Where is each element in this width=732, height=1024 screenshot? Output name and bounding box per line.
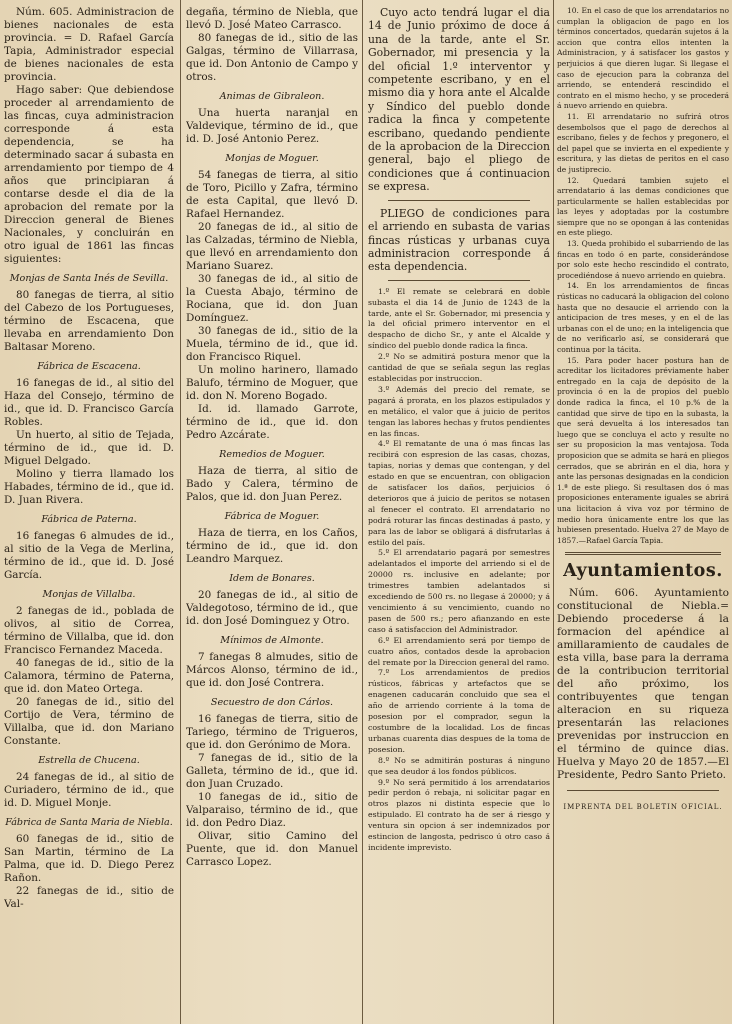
notice-606: Núm. 606. Ayuntamiento constitucional de Niebla.= Debiendo procederse á la formacion del apéndice al amillaramiento de caudales de esta villa, base para la derrama de la contribucion territorial del año próximo, los contribuyentes que tengan alteracion en su riqueza presentarán las relaciones prevenidas por instruccion en el término de quince dias. Huelva y Mayo 20 de 1857.—El Presidente, Pedro Santo Prieto. bbox=[557, 587, 729, 782]
property-item: 2 fanegas de id., poblada de olivos, al sitio de Correa, término de Villalba, que id. don Francisco Fernandez Maceda. bbox=[4, 605, 174, 656]
property-item: Molino y tierra llamado los Habades, término de id., que id. D. Juan Rivera. bbox=[4, 468, 174, 506]
condition-item: 14. En los arrendamientos de fincas rústicas no caducará la obligacion del colono hasta que no desaucie el arriendo con la anticipacion de tres meses, y en el de las urbanas con el de uno; en la inteligencia que de no verificarlo así, se considerará que continua por la tácita. bbox=[557, 281, 729, 354]
condition-item: 8.º No se admitirán posturas á ninguno que sea deudor á los fondos públicos. bbox=[368, 755, 550, 776]
property-item: 16 fanegas 6 almudes de id., al sitio de la Vega de Merlina, término de id., que id. D. José García. bbox=[4, 530, 174, 581]
condition-item: 10. En el caso de que los arrendatarios no cumplan la obligacion de pago en los términos concertados, quedarán sujetos á la accion que contra ellos intenten la Administracion, y á satisfacer los gastos y perjuicios á que dieren lugar. Si llegase el caso de ejecucion para la cobranza del arriendo, se entenderá rescindido el contrato en el mismo hecho, y se procederá á nuevo arriendo en quiebra. bbox=[557, 6, 729, 111]
column-2 bbox=[186, 6, 358, 1024]
printer-imprint: IMPRENTA DEL BOLETIN OFICIAL. bbox=[563, 803, 723, 812]
section-heading: Monjas de Moguer. bbox=[225, 153, 319, 164]
property-item: Olivar, sitio Camino del Puente, que id. don Manuel Carrasco Lopez. bbox=[186, 830, 358, 868]
property-item: 10 fanegas de id., sitio de Valparaiso, término de id., que id. don Pedro Diaz. bbox=[186, 791, 358, 829]
property-item: 24 fanegas de id., al sitio de Curiadero, término de id., que id. D. Miguel Monje. bbox=[4, 771, 174, 809]
section-heading: Secuestro de don Cárlos. bbox=[210, 697, 334, 708]
divider bbox=[565, 552, 721, 555]
property-item: 20 fanegas de id., al sitio de las Calzadas, término de Niebla, que llevó en arrendamiento don Mariano Suarez. bbox=[186, 221, 358, 272]
divider bbox=[388, 200, 530, 201]
property-item: Un huerto, al sitio de Tejada, término de id., que id. D. Miguel Delgado. bbox=[4, 429, 174, 467]
condition-item: 1.º El remate se celebrará en doble subasta el dia 14 de Junio de 1243 de la tarde, ante el Sr. Gobernador, mi presencia y la del oficial primero interventor en el despacho de dicho Sr., y ante el Alcalde y síndico del pueblo donde radica la finca. bbox=[368, 286, 550, 351]
column-3 bbox=[368, 6, 550, 1024]
section-heading: Fábrica de Escacena. bbox=[37, 361, 141, 372]
condition-item: 15. Para poder hacer postura han de acreditar los licitadores préviamente haber entregado en la caja de depósito de la provincia ó en la de propios del pueblo donde radica la finca, el 10 p.% de la cantidad que sirve de tipo en la subasta, la que será devuelta á los interesados tan luego que se concluya el acto y resulte no ser su proposicion la mas ventajosa. Toda proposicion que se admita se hará en pliegos cerrados, que se abrirán en el dia, hora y ante las personas designadas en la condicion 1.ª de este pliego. Si resultasen dos ó mas proposiciones enteramente iguales se abrirá una licitacion á viva voz por término de medio hora únicamente entre los que las hubiesen presentado. Huelva 27 de Mayo de 1857.—Rafael García Tapia. bbox=[557, 355, 729, 545]
section-heading: Fábrica de Santa Maria de Niebla. bbox=[5, 817, 173, 828]
divider bbox=[567, 790, 719, 791]
property-item: Un molino harinero, llamado Balufo, término de Moguer, que id. don N. Moreno Bogado. bbox=[186, 364, 358, 402]
section-heading: Fábrica de Moguer. bbox=[224, 511, 320, 522]
property-item: 30 fanegas de id., al sitio de la Cuesta Abajo, término de Rociana, que id. don Juan Domínguez. bbox=[186, 273, 358, 324]
announcement-paragraph: Hago saber: Que debiendose proceder al arrendamiento de las fincas, cuya administracion corresponde á esta dependencia, se ha determinado sacar á subasta en arrendamiento por tiempo de 4 años que principiaran á contarse desde el dia de la aprobacion del remate por la Direccion general de Bienes Nacionales, y concluirán en otro igual de 1861 las fincas siguientes: bbox=[4, 84, 174, 265]
condition-item: 5.º El arrendatario pagará por semestres adelantados el importe del arriendo si el de 20000 rs. inclusive en adelante; por trimestres tambien adelantados si excediendo de 500 rs. no llegase á 20000; y á vencimiento á su vencimiento, cuando no pasen de 500 rs.; pero afianzando en este caso á satisfaccion del Administrador. bbox=[368, 548, 550, 634]
notice-605-header: Núm. 605. Administracion de bienes nacionales de esta provincia. = D. Rafael García Tapia, Administrador especial de bienes nacionales de esta provincia. bbox=[4, 6, 174, 83]
property-item: 16 fanegas de id., al sitio del Haza del Consejo, término de id., que id. D. Francisco García Robles. bbox=[4, 377, 174, 428]
property-item: 22 fanegas de id., sitio de Val- bbox=[4, 885, 174, 910]
property-item: 7 fanegas de id., sitio de la Galleta, término de id., que id. don Juan Cruzado. bbox=[186, 752, 358, 790]
property-item: 54 fanegas de tierra, al sitio de Toro, Picillo y Zafra, término de esta Capital, que llevó D. Rafael Hernandez. bbox=[186, 169, 358, 220]
column-rule bbox=[553, 0, 554, 1024]
condition-item: 11. El arrendatario no sufrirá otros desembolsos que el pago de derechos al escribano, fieles y de fechos y pregonero, el del papel que se invierta en el expediente y escritura, y las dietas de peritos en el caso de justiprecio. bbox=[557, 111, 729, 174]
condition-item: 3.º Además del precio del remate, se pagará á prorata, en los plazos estipulados y en metálico, el valor que á juicio de peritos tengan las labores hechas y frutos pendientes en las fincas. bbox=[368, 384, 550, 438]
section-heading: Estrella de Chucena. bbox=[38, 755, 140, 766]
condition-item: 13. Queda prohibido el subarriendo de las fincas en todo ó en parte, considerándose por solo este hecho rescindido el contrato, procediéndose á nuevo arriendo en quiebra. bbox=[557, 239, 729, 280]
column-4 bbox=[557, 6, 729, 1024]
property-item: 80 fanegas de id., sitio de las Galgas, término de Villarrasa, que id. Don Antonio de Campo y otros. bbox=[186, 32, 358, 83]
section-heading: Mínimos de Almonte. bbox=[220, 635, 324, 646]
section-heading: Animas de Gibraleon. bbox=[219, 91, 325, 102]
column-rule bbox=[362, 0, 363, 1024]
column-1 bbox=[4, 6, 174, 1024]
condition-item: 2.º No se admitirá postura menor que la cantidad de que se señala segun las reglas establecidas por instruccion. bbox=[368, 352, 550, 383]
column-rule bbox=[180, 0, 181, 1024]
property-item: degaña, término de Niebla, que llevó D. José Mateo Carrasco. bbox=[186, 6, 358, 31]
property-item: 60 fanegas de id., sitio de San Martin, término de La Palma, que id. D. Diego Perez Rañon. bbox=[4, 833, 174, 884]
section-heading: Monjas de Villalba. bbox=[42, 589, 136, 600]
divider bbox=[388, 280, 530, 281]
condition-item: 7.º Los arrendamientos de predios rústicos, fábricas y artefactos que se enagenen caducarán concluido que sea el año de arriendo corriente á la toma de posesion por el comprador, segun la costumbre de la localidad. Los de fincas urbanas cuarenta dias despues de la toma de posesion. bbox=[368, 668, 550, 754]
property-item: Id. id. llamado Garrote, término de id., que id. don Pedro Azcárate. bbox=[186, 403, 358, 441]
condition-item: 9.º No será permitido á los arrendatarios pedir perdon ó rebaja, ni solicitar pagar en otros plazos ni distinta especie que lo estipulado. El contrato ha de ser á riesgo y ventura sin opcion á ser indemnizados por estincion de langosta, pedrisco ú otro caso á incidente imprevisto. bbox=[368, 777, 550, 852]
property-item: 16 fanegas de tierra, sitio de Tariego, término de Trigueros, que id. don Gerónimo de Mora. bbox=[186, 713, 358, 751]
property-item: Una huerta naranjal en Valdevique, término de id., que id. D. José Antonio Perez. bbox=[186, 107, 358, 145]
property-item: 40 fanegas de id., sitio de la Calamora, término de Paterna, que id. don Mateo Ortega. bbox=[4, 657, 174, 695]
condition-item: 12. Quedará tambien sujeto el arrendatario á las demas condiciones que particularmente se hallen establecidas por las leyes y adoptadas por la costumbre siempre que no se opongan á las contenidas en este pliego. bbox=[557, 175, 729, 238]
pliego-title: PLIEGO de condiciones para el arriendo en subasta de varias fincas rústicas y urbanas cuya administracion corresponde á esta dependencia. bbox=[368, 206, 550, 274]
property-item: Haza de tierra, al sitio de Bado y Calera, término de Palos, que id. don Juan Perez. bbox=[186, 465, 358, 503]
section-heading: Remedios de Moguer. bbox=[219, 449, 325, 460]
property-item: 7 fanegas 8 almudes, sitio de Márcos Alonso, término de id., que id. don José Contrera. bbox=[186, 651, 358, 689]
condition-item: 4.º El rematante de una ó mas fincas las recibirá con espresion de las casas, chozas, tapias, norias y demas que contengan, y del estado en que se encuentran, con obligacion de satisfacer los daños, perjuicios ó deterioros que á juicio de peritos se notasen al fenecer el contrato. El arrendatario no podrá roturar las fincas destinadas á pasto, y para las de labor se obligará á disfrutarlas á estilo del país. bbox=[368, 439, 550, 547]
property-item: 30 fanegas de id., sitio de la Muela, término de id., que id. don Francisco Riquel. bbox=[186, 325, 358, 363]
section-heading: Idem de Bonares. bbox=[229, 573, 315, 584]
property-item: 80 fanegas de tierra, al sitio del Cabezo de los Portugueses, término de Escacena, que llevaba en arrendamiento Don Baltasar Moreno. bbox=[4, 289, 174, 353]
condition-item: 6.º El arrendamiento será por tiempo de cuatro años, contados desde la aprobacion del remate por la Direccion general del ramo. bbox=[368, 635, 550, 667]
auction-intro: Cuyo acto tendrá lugar el dia 14 de Junio próximo de doce á una de la tarde, ante el Sr. Gobernador, mi presencia y la del oficial 1.º interventor y competente escribano, y en el mismo dia y hora ante el Alcalde y Síndico del pueblo donde radica la finca y competente escribano, quedando pendiente de la aprobacion de la Direccion general, bajo el pliego de condiciones que á continuacion se expresa. bbox=[368, 6, 550, 194]
section-heading: Monjas de Santa Inés de Sevilla. bbox=[9, 273, 169, 284]
property-item: Haza de tierra, en los Caños, término de id., que id. don Leandro Marquez. bbox=[186, 527, 358, 565]
property-item: 20 fanegas de id., sitio del Cortijo de Vera, término de Villalba, que id. don Mariano Constante. bbox=[4, 696, 174, 747]
property-item: 20 fanegas de id., al sitio de Valdegotoso, término de id., que id. don José Dominguez y Otro. bbox=[186, 589, 358, 627]
ayuntamientos-heading: Ayuntamientos. bbox=[563, 561, 723, 582]
section-heading: Fábrica de Paterna. bbox=[41, 514, 137, 525]
